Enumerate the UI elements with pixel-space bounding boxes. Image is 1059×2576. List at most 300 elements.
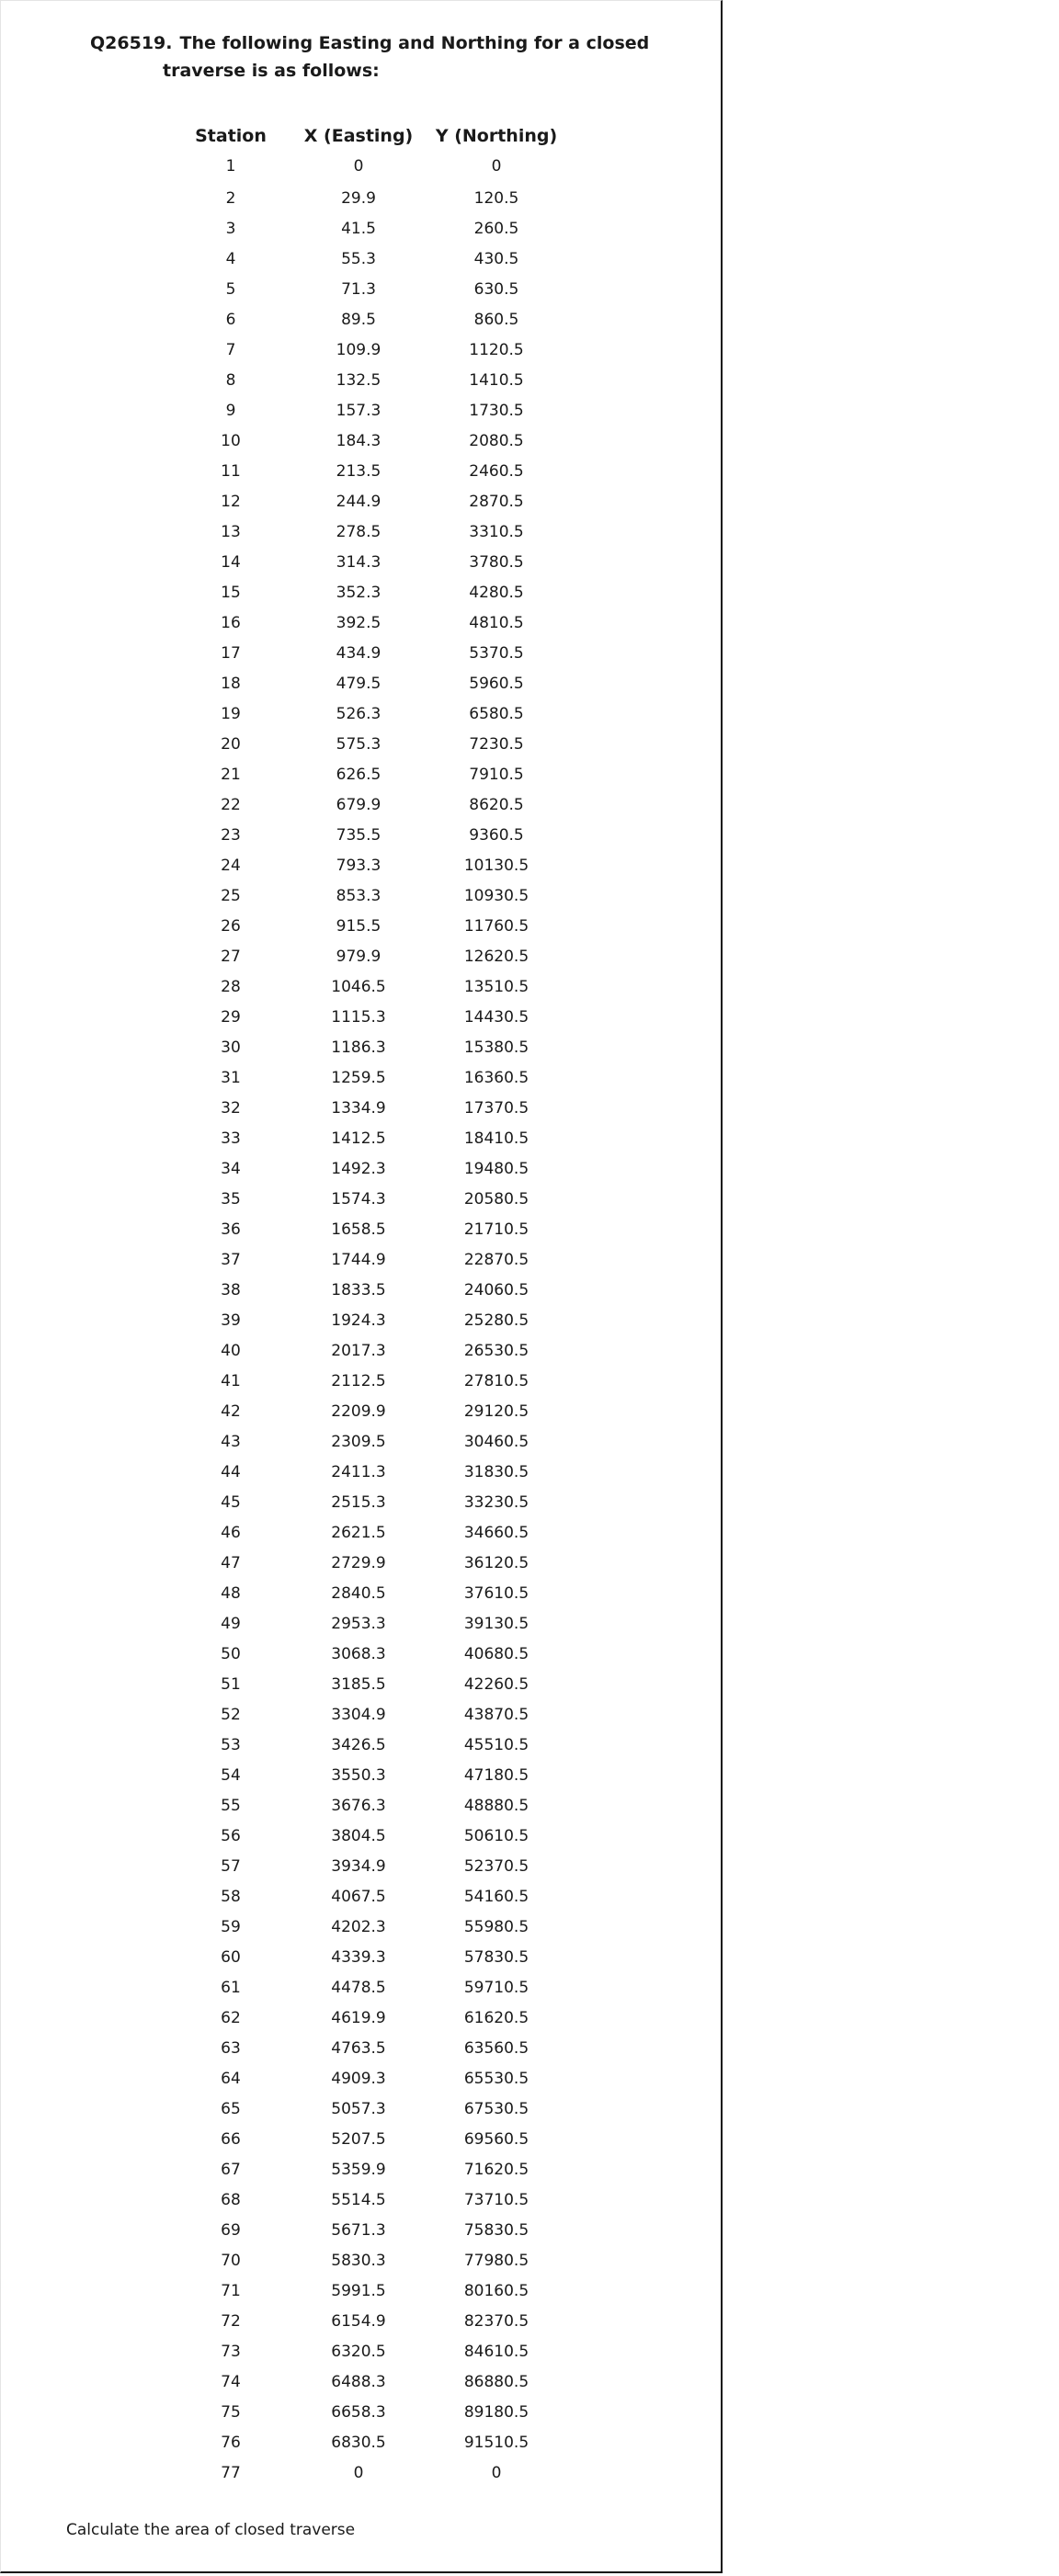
station-cell: 18 (221, 674, 241, 693)
easting-cell: 3676.3 (331, 1796, 386, 1815)
easting-cell: 1115.3 (331, 1007, 386, 1027)
question-number: Q26519. (90, 33, 173, 53)
station-cell: 53 (221, 1735, 241, 1754)
northing-cell: 16360.5 (463, 1068, 530, 1087)
table-header-row (172, 122, 565, 150)
table-row (172, 1366, 565, 1396)
northing-cell: 13510.5 (463, 977, 530, 996)
northing-cell: 29120.5 (463, 1401, 530, 1421)
northing-cell: 2460.5 (469, 461, 524, 481)
easting-cell: 71.3 (341, 279, 376, 299)
northing-cell: 21710.5 (463, 1220, 530, 1239)
northing-cell: 39130.5 (463, 1614, 530, 1633)
easting-cell: 6658.3 (331, 2402, 386, 2422)
northing-cell: 430.5 (473, 249, 519, 268)
northing-cell: 22870.5 (463, 1250, 530, 1269)
question-heading (90, 32, 649, 54)
table-row (172, 759, 565, 789)
table-row (172, 1790, 565, 1821)
easting-cell: 4067.5 (331, 1887, 386, 1906)
northing-cell: 3310.5 (469, 522, 524, 541)
northing-cell: 31830.5 (463, 1462, 530, 1481)
table-row (172, 2397, 565, 2427)
station-cell: 7 (225, 340, 236, 359)
northing-cell: 50610.5 (463, 1826, 530, 1845)
station-cell: 54 (221, 1765, 241, 1785)
station-cell: 59 (221, 1917, 241, 1936)
northing-cell: 77980.5 (463, 2251, 530, 2270)
station-cell: 22 (221, 795, 241, 814)
station-cell: 4 (225, 249, 236, 268)
table-row (172, 2033, 565, 2063)
station-cell: 20 (221, 734, 241, 754)
easting-cell: 1658.5 (331, 1220, 386, 1239)
table-row (172, 516, 565, 547)
table-row (172, 1305, 565, 1335)
table-row (172, 911, 565, 941)
northing-cell: 15380.5 (463, 1038, 530, 1057)
station-cell: 21 (221, 765, 241, 784)
table-row (172, 2275, 565, 2306)
station-cell: 73 (221, 2342, 241, 2361)
station-cell: 51 (221, 1674, 241, 1694)
easting-cell: 1833.5 (331, 1280, 386, 1299)
table-row (172, 2154, 565, 2184)
easting-cell: 5057.3 (331, 2099, 386, 2118)
northing-cell: 19480.5 (463, 1159, 530, 1178)
easting-cell: 278.5 (336, 522, 381, 541)
table-row (172, 547, 565, 577)
station-cell: 24 (221, 856, 241, 875)
station-cell: 32 (221, 1098, 241, 1118)
easting-cell: 6830.5 (331, 2433, 386, 2452)
table-row (172, 1062, 565, 1093)
northing-cell: 8620.5 (469, 795, 524, 814)
column-header-station: Station (195, 126, 267, 146)
northing-cell: 2080.5 (469, 431, 524, 450)
instruction-text: Calculate the area of closed traverse (66, 2521, 356, 2539)
northing-cell: 61620.5 (463, 2008, 530, 2027)
table-row (172, 971, 565, 1002)
northing-cell: 36120.5 (463, 1553, 530, 1572)
northing-cell: 0 (491, 2463, 502, 2482)
station-cell: 11 (221, 461, 241, 481)
northing-cell: 11760.5 (463, 916, 530, 936)
table-row (172, 1578, 565, 1608)
table-row (172, 335, 565, 365)
station-cell: 1 (225, 157, 236, 176)
table-row (172, 820, 565, 850)
easting-cell: 2840.5 (331, 1583, 386, 1603)
station-cell: 64 (221, 2069, 241, 2088)
northing-cell: 54160.5 (463, 1887, 530, 1906)
table-row (172, 1608, 565, 1639)
easting-cell: 3934.9 (331, 1856, 386, 1876)
table-row (172, 1214, 565, 1244)
northing-cell: 75830.5 (463, 2220, 530, 2240)
easting-cell: 3550.3 (331, 1765, 386, 1785)
northing-cell: 2870.5 (469, 492, 524, 511)
northing-cell: 47180.5 (463, 1765, 530, 1785)
easting-cell: 1046.5 (331, 977, 386, 996)
station-cell: 50 (221, 1644, 241, 1663)
table-row (172, 2427, 565, 2457)
station-cell: 39 (221, 1311, 241, 1330)
table-row (172, 1275, 565, 1305)
table-row (172, 2457, 565, 2488)
table-row (172, 1244, 565, 1275)
easting-cell: 2953.3 (331, 1614, 386, 1633)
table-row (172, 607, 565, 638)
easting-cell: 626.5 (336, 765, 381, 784)
northing-cell: 1410.5 (469, 370, 524, 390)
northing-cell: 10930.5 (463, 886, 530, 905)
table-row (172, 1699, 565, 1730)
table-row (172, 850, 565, 880)
station-cell: 9 (225, 401, 236, 420)
table-row (172, 304, 565, 335)
easting-cell: 479.5 (336, 674, 381, 693)
northing-cell: 67530.5 (463, 2099, 530, 2118)
easting-cell: 1334.9 (331, 1098, 386, 1118)
traverse-table-body (172, 150, 565, 2488)
table-row (172, 426, 565, 456)
northing-cell: 14430.5 (463, 1007, 530, 1027)
table-row (172, 1972, 565, 2003)
northing-cell: 26530.5 (463, 1341, 530, 1360)
station-cell: 70 (221, 2251, 241, 2270)
table-row (172, 698, 565, 729)
easting-cell: 157.3 (336, 401, 381, 420)
northing-cell: 71620.5 (463, 2160, 530, 2179)
easting-cell: 109.9 (336, 340, 381, 359)
table-row (172, 395, 565, 426)
station-cell: 35 (221, 1189, 241, 1209)
table-row (172, 2245, 565, 2275)
northing-cell: 7910.5 (469, 765, 524, 784)
northing-cell: 40680.5 (463, 1644, 530, 1663)
northing-cell: 3780.5 (469, 552, 524, 572)
table-row (172, 2336, 565, 2366)
northing-cell: 91510.5 (463, 2433, 530, 2452)
easting-cell: 915.5 (336, 916, 381, 936)
northing-cell: 17370.5 (463, 1098, 530, 1118)
table-row (172, 1669, 565, 1699)
easting-cell: 5514.5 (331, 2190, 386, 2209)
station-cell: 37 (221, 1250, 241, 1269)
northing-cell: 27810.5 (463, 1371, 530, 1390)
station-cell: 44 (221, 1462, 241, 1481)
easting-cell: 314.3 (336, 552, 381, 572)
easting-cell: 2411.3 (331, 1462, 386, 1481)
northing-cell: 25280.5 (463, 1311, 530, 1330)
table-row (172, 456, 565, 486)
northing-cell: 33230.5 (463, 1492, 530, 1512)
easting-cell: 244.9 (336, 492, 381, 511)
northing-cell: 84610.5 (463, 2342, 530, 2361)
table-row (172, 1881, 565, 1912)
station-cell: 15 (221, 583, 241, 602)
station-cell: 49 (221, 1614, 241, 1633)
station-cell: 6 (225, 310, 236, 329)
question-text-line2: traverse is as follows: (163, 61, 380, 81)
northing-cell: 260.5 (473, 219, 519, 238)
traverse-table (172, 122, 565, 2488)
northing-cell: 7230.5 (469, 734, 524, 754)
station-cell: 42 (221, 1401, 241, 1421)
northing-cell: 6580.5 (469, 704, 524, 723)
easting-cell: 89.5 (341, 310, 376, 329)
easting-cell: 3068.3 (331, 1644, 386, 1663)
station-cell: 16 (221, 613, 241, 632)
column-header-northing: Y (Northing) (435, 126, 558, 146)
easting-cell: 3426.5 (331, 1735, 386, 1754)
easting-cell: 1744.9 (331, 1250, 386, 1269)
easting-cell: 6154.9 (331, 2311, 386, 2331)
northing-cell: 5370.5 (469, 643, 524, 663)
northing-cell: 24060.5 (463, 1280, 530, 1299)
station-cell: 17 (221, 643, 241, 663)
northing-cell: 48880.5 (463, 1796, 530, 1815)
easting-cell: 0 (353, 157, 364, 176)
table-row (172, 1184, 565, 1214)
station-cell: 60 (221, 1947, 241, 1967)
table-row (172, 1335, 565, 1366)
table-row (172, 2003, 565, 2033)
station-cell: 71 (221, 2281, 241, 2300)
station-cell: 48 (221, 1583, 241, 1603)
station-cell: 33 (221, 1129, 241, 1148)
easting-cell: 4202.3 (331, 1917, 386, 1936)
easting-cell: 2017.3 (331, 1341, 386, 1360)
table-row (172, 1730, 565, 1760)
northing-cell: 12620.5 (463, 947, 530, 966)
table-row (172, 1123, 565, 1153)
northing-cell: 45510.5 (463, 1735, 530, 1754)
station-cell: 56 (221, 1826, 241, 1845)
easting-cell: 392.5 (336, 613, 381, 632)
easting-cell: 2729.9 (331, 1553, 386, 1572)
table-row (172, 2124, 565, 2154)
station-cell: 65 (221, 2099, 241, 2118)
table-row (172, 274, 565, 304)
station-cell: 45 (221, 1492, 241, 1512)
easting-cell: 4478.5 (331, 1978, 386, 1997)
northing-cell: 65530.5 (463, 2069, 530, 2088)
easting-cell: 4763.5 (331, 2038, 386, 2058)
northing-cell: 89180.5 (463, 2402, 530, 2422)
station-cell: 41 (221, 1371, 241, 1390)
table-row (172, 577, 565, 607)
easting-cell: 3304.9 (331, 1705, 386, 1724)
station-cell: 52 (221, 1705, 241, 1724)
table-row (172, 365, 565, 395)
northing-cell: 9360.5 (469, 825, 524, 845)
station-cell: 68 (221, 2190, 241, 2209)
table-row (172, 1093, 565, 1123)
station-cell: 58 (221, 1887, 241, 1906)
station-cell: 27 (221, 947, 241, 966)
easting-cell: 679.9 (336, 795, 381, 814)
table-row (172, 1760, 565, 1790)
easting-cell: 132.5 (336, 370, 381, 390)
easting-cell: 5207.5 (331, 2129, 386, 2149)
northing-cell: 860.5 (473, 310, 519, 329)
easting-cell: 575.3 (336, 734, 381, 754)
station-cell: 46 (221, 1523, 241, 1542)
station-cell: 13 (221, 522, 241, 541)
table-row (172, 1426, 565, 1457)
station-cell: 30 (221, 1038, 241, 1057)
table-row (172, 1457, 565, 1487)
northing-cell: 30460.5 (463, 1432, 530, 1451)
station-cell: 38 (221, 1280, 241, 1299)
easting-cell: 1924.3 (331, 1311, 386, 1330)
easting-cell: 526.3 (336, 704, 381, 723)
station-cell: 47 (221, 1553, 241, 1572)
table-row (172, 2306, 565, 2336)
table-row (172, 213, 565, 244)
station-cell: 36 (221, 1220, 241, 1239)
easting-cell: 3804.5 (331, 1826, 386, 1845)
easting-cell: 184.3 (336, 431, 381, 450)
table-row (172, 1942, 565, 1972)
northing-cell: 37610.5 (463, 1583, 530, 1603)
easting-cell: 735.5 (336, 825, 381, 845)
column-header-easting: X (Easting) (303, 126, 414, 146)
station-cell: 23 (221, 825, 241, 845)
easting-cell: 5991.5 (331, 2281, 386, 2300)
station-cell: 62 (221, 2008, 241, 2027)
station-cell: 3 (225, 219, 236, 238)
table-row (172, 1517, 565, 1548)
easting-cell: 2112.5 (331, 1371, 386, 1390)
northing-cell: 42260.5 (463, 1674, 530, 1694)
northing-cell: 63560.5 (463, 2038, 530, 2058)
table-row (172, 486, 565, 516)
easting-cell: 1574.3 (331, 1189, 386, 1209)
table-row (172, 638, 565, 668)
station-cell: 29 (221, 1007, 241, 1027)
station-cell: 34 (221, 1159, 241, 1178)
northing-cell: 4280.5 (469, 583, 524, 602)
station-cell: 40 (221, 1341, 241, 1360)
easting-cell: 1492.3 (331, 1159, 386, 1178)
station-cell: 61 (221, 1978, 241, 1997)
northing-cell: 82370.5 (463, 2311, 530, 2331)
table-row (172, 668, 565, 698)
table-row (172, 2215, 565, 2245)
station-cell: 75 (221, 2402, 241, 2422)
northing-cell: 1120.5 (469, 340, 524, 359)
easting-cell: 3185.5 (331, 1674, 386, 1694)
northing-cell: 20580.5 (463, 1189, 530, 1209)
easting-cell: 5830.3 (331, 2251, 386, 2270)
easting-cell: 1412.5 (331, 1129, 386, 1148)
station-cell: 14 (221, 552, 241, 572)
table-row (172, 2063, 565, 2094)
northing-cell: 0 (491, 157, 502, 176)
easting-cell: 29.9 (341, 188, 376, 208)
table-row (172, 1548, 565, 1578)
table-row (172, 941, 565, 971)
northing-cell: 43870.5 (463, 1705, 530, 1724)
easting-cell: 55.3 (341, 249, 376, 268)
easting-cell: 213.5 (336, 461, 381, 481)
station-cell: 28 (221, 977, 241, 996)
table-row (172, 1821, 565, 1851)
table-row (172, 1396, 565, 1426)
easting-cell: 1186.3 (331, 1038, 386, 1057)
table-row (172, 2184, 565, 2215)
easting-cell: 2209.9 (331, 1401, 386, 1421)
station-cell: 12 (221, 492, 241, 511)
table-row (172, 880, 565, 911)
table-row (172, 2094, 565, 2124)
table-row (172, 789, 565, 820)
easting-cell: 4619.9 (331, 2008, 386, 2027)
northing-cell: 10130.5 (463, 856, 530, 875)
easting-cell: 853.3 (336, 886, 381, 905)
easting-cell: 5359.9 (331, 2160, 386, 2179)
table-row (172, 244, 565, 274)
northing-cell: 73710.5 (463, 2190, 530, 2209)
table-row (172, 1912, 565, 1942)
station-cell: 31 (221, 1068, 241, 1087)
northing-cell: 1730.5 (469, 401, 524, 420)
station-cell: 43 (221, 1432, 241, 1451)
station-cell: 26 (221, 916, 241, 936)
easting-cell: 2621.5 (331, 1523, 386, 1542)
easting-cell: 0 (353, 2463, 364, 2482)
station-cell: 77 (221, 2463, 241, 2482)
station-cell: 19 (221, 704, 241, 723)
northing-cell: 69560.5 (463, 2129, 530, 2149)
northing-cell: 55980.5 (463, 1917, 530, 1936)
station-cell: 57 (221, 1856, 241, 1876)
easting-cell: 4339.3 (331, 1947, 386, 1967)
station-cell: 74 (221, 2372, 241, 2391)
northing-cell: 18410.5 (463, 1129, 530, 1148)
table-row (172, 1639, 565, 1669)
table-row (172, 1153, 565, 1184)
easting-cell: 979.9 (336, 947, 381, 966)
station-cell: 55 (221, 1796, 241, 1815)
northing-cell: 120.5 (473, 188, 519, 208)
easting-cell: 6320.5 (331, 2342, 386, 2361)
question-text-line1: The following Easting and Northing for a closed (179, 33, 650, 53)
northing-cell: 4810.5 (469, 613, 524, 632)
easting-cell: 5671.3 (331, 2220, 386, 2240)
northing-cell: 80160.5 (463, 2281, 530, 2300)
easting-cell: 793.3 (336, 856, 381, 875)
table-row (172, 150, 565, 183)
northing-cell: 57830.5 (463, 1947, 530, 1967)
station-cell: 67 (221, 2160, 241, 2179)
table-row (172, 1851, 565, 1881)
northing-cell: 34660.5 (463, 1523, 530, 1542)
easting-cell: 2309.5 (331, 1432, 386, 1451)
northing-cell: 52370.5 (463, 1856, 530, 1876)
northing-cell: 86880.5 (463, 2372, 530, 2391)
northing-cell: 5960.5 (469, 674, 524, 693)
station-cell: 25 (221, 886, 241, 905)
northing-cell: 59710.5 (463, 1978, 530, 1997)
station-cell: 8 (225, 370, 236, 390)
station-cell: 69 (221, 2220, 241, 2240)
easting-cell: 41.5 (341, 219, 376, 238)
table-row (172, 729, 565, 759)
